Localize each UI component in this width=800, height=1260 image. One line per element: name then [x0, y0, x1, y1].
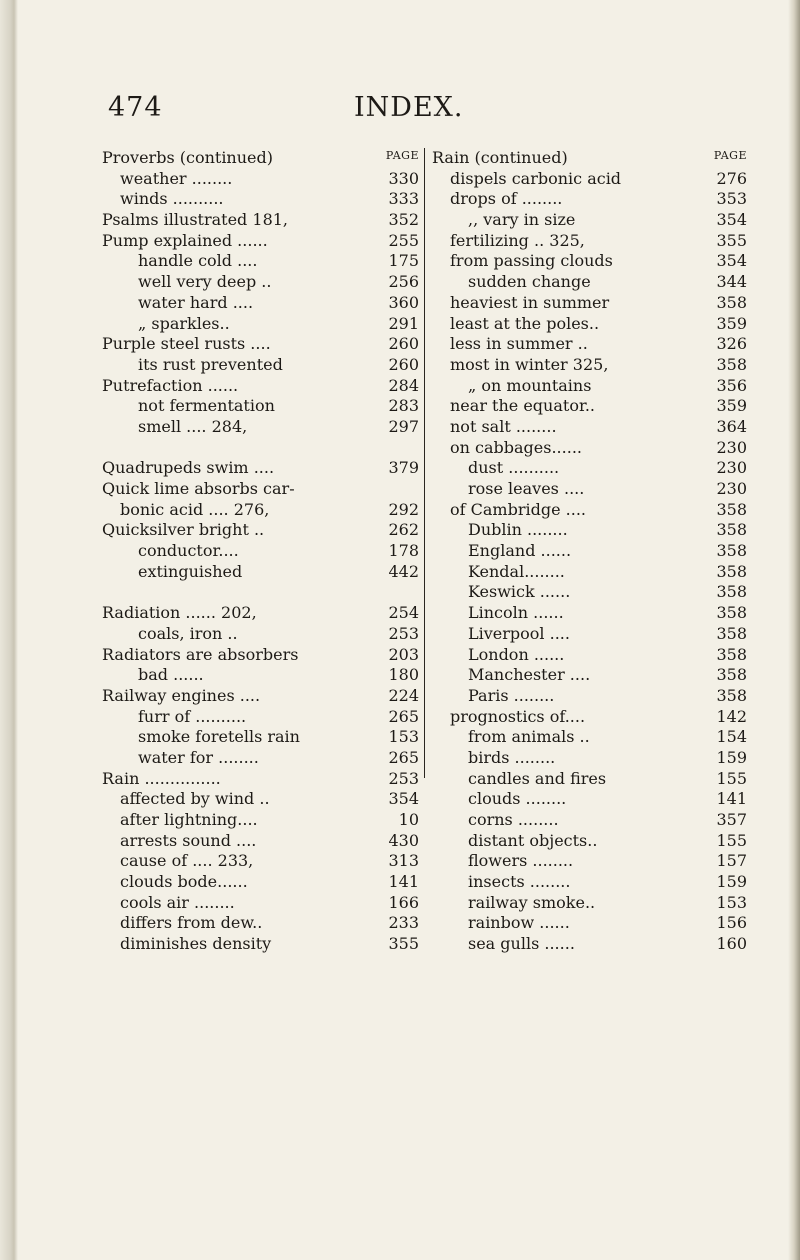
entry-page-number: 284 [388, 375, 419, 395]
entry-label: Quadrupeds swim .... [102, 458, 275, 478]
entry-page-number: 379 [388, 458, 419, 478]
index-entry [102, 272, 419, 293]
index-entry [102, 417, 419, 438]
index-entry [102, 748, 419, 769]
index-column-left [102, 148, 419, 955]
index-entry [102, 355, 419, 376]
entry-label: from passing clouds [450, 251, 613, 271]
entry-label: Rain (continued) [432, 148, 568, 167]
entry-page-number: 357 [716, 810, 747, 829]
index-entry [432, 851, 747, 872]
entry-label: dispels carbonic acid [450, 168, 622, 188]
entry-label: drops of ........ [450, 189, 563, 209]
index-entry [102, 314, 419, 335]
entry-label: Manchester .... [468, 665, 591, 685]
entry-label: not fermentation [138, 396, 275, 416]
book-gutter [0, 0, 18, 1260]
entry-page-number: 160 [716, 934, 747, 954]
index-entry [102, 893, 419, 914]
entry-label: of Cambridge .... [450, 499, 586, 519]
page-column-heading: PAGE [385, 149, 419, 162]
entry-page-number: 157 [716, 851, 747, 871]
entry-page-number: 358 [716, 354, 747, 374]
index-entry [432, 500, 747, 521]
entry-page-number: 359 [716, 396, 747, 416]
entry-label: Liverpool .... [468, 623, 570, 643]
entry-label: prognostics of.... [450, 706, 586, 726]
index-entry [102, 189, 419, 210]
entry-label: most in winter 325, [450, 354, 609, 374]
entry-page-number: 358 [716, 292, 747, 312]
entry-page-number: 333 [388, 189, 419, 209]
index-entry [432, 334, 747, 355]
entry-page-number: 358 [716, 603, 747, 623]
entry-page-number: 253 [388, 623, 419, 643]
index-entry [102, 810, 419, 831]
entry-label: affected by wind .. [120, 789, 270, 809]
entry-page-number: 276 [716, 168, 747, 188]
entry-label: birds ........ [468, 747, 556, 767]
index-entry [432, 831, 747, 852]
index-entry [432, 210, 747, 231]
index-entry [102, 707, 419, 728]
index-column-right [432, 148, 747, 955]
entry-page-number: 313 [388, 851, 419, 871]
page-edge [788, 0, 800, 1260]
entry-label: from animals .. [468, 727, 590, 747]
entry-page-number: 254 [388, 603, 419, 623]
entry-label: near the equator.. [450, 396, 596, 416]
index-entry [432, 272, 747, 293]
entry-page-number: 344 [716, 272, 747, 292]
index-entry [432, 293, 747, 314]
index-entry [432, 438, 747, 459]
entry-page-number: 283 [388, 396, 419, 416]
entry-page-number: 358 [716, 541, 747, 561]
index-entry [432, 645, 747, 666]
entry-label: cause of .... 233, [120, 851, 254, 871]
column-heading [432, 148, 747, 169]
entry-page-number: 355 [388, 934, 419, 954]
entry-page-number: 178 [388, 541, 419, 561]
entry-label: bad ...... [138, 665, 204, 685]
entry-label: smoke foretells rain [138, 727, 300, 747]
index-entry [102, 541, 419, 562]
index-entry [102, 562, 419, 583]
index-entry [102, 831, 419, 852]
index-entry [432, 562, 747, 583]
entry-label: ,, vary in size [468, 210, 576, 230]
entry-label: Keswick ...... [468, 582, 571, 602]
entry-page-number: 255 [388, 230, 419, 250]
index-entry [432, 541, 747, 562]
index-entry [432, 665, 747, 686]
index-entry [432, 893, 747, 914]
entry-label: Psalms illustrated 181, [102, 210, 289, 230]
entry-label: Pump explained ...... [102, 230, 268, 250]
entry-label: sudden change [468, 272, 591, 292]
entry-label: furr of .......... [138, 706, 247, 726]
index-entry [102, 851, 419, 872]
entry-label: Radiation ...... 202, [102, 603, 257, 623]
index-entry [432, 769, 747, 790]
entry-page-number: 358 [716, 561, 747, 581]
entry-page-number: 442 [388, 561, 419, 581]
entry-label: Railway engines .... [102, 685, 261, 705]
entry-page-number: 355 [716, 230, 747, 250]
entry-label: least at the poles.. [450, 313, 600, 333]
index-entry [102, 789, 419, 810]
entry-page-number: 155 [716, 768, 747, 788]
entry-page-number: 141 [716, 789, 747, 809]
index-entry [432, 686, 747, 707]
entry-page-number: 354 [388, 789, 419, 809]
entry-page-number: 430 [388, 830, 419, 850]
index-entry [102, 500, 419, 521]
entry-label: Rain ............... [102, 768, 221, 788]
index-entry [102, 396, 419, 417]
entry-page-number: 256 [388, 272, 419, 292]
running-header [108, 92, 468, 132]
entry-page-number: 260 [388, 354, 419, 374]
entry-page-number: 153 [716, 892, 747, 912]
entry-label: Dublin ........ [468, 520, 568, 540]
entry-label: clouds bode...... [120, 872, 248, 892]
entry-page-number: 291 [388, 313, 419, 333]
entry-label: „ on mountains [468, 375, 592, 395]
index-entry [432, 396, 747, 417]
entry-page-number: 153 [388, 727, 419, 747]
index-entry [102, 210, 419, 231]
entry-label: London ...... [468, 644, 565, 664]
entry-label: insects ........ [468, 872, 571, 892]
entry-label: after lightning.... [120, 810, 258, 829]
entry-page-number: 354 [716, 251, 747, 271]
index-entry [102, 686, 419, 707]
entry-page-number: 330 [388, 168, 419, 188]
index-entry [102, 231, 419, 252]
index-entry [102, 645, 419, 666]
entry-label: not salt ........ [450, 416, 557, 436]
index-entry [102, 913, 419, 934]
index-entry [102, 769, 419, 790]
entry-page-number: 159 [716, 872, 747, 892]
index-entry [102, 603, 419, 624]
entry-label: distant objects.. [468, 830, 598, 850]
entry-label: well very deep .. [138, 272, 272, 292]
entry-label: Paris ........ [468, 685, 555, 705]
entry-page-number: 358 [716, 623, 747, 643]
entry-page-number: 356 [716, 375, 747, 395]
entry-page-number: 155 [716, 830, 747, 850]
entry-label: weather ........ [120, 168, 233, 188]
index-entry [102, 251, 419, 272]
index-entry [432, 520, 747, 541]
index-entry [432, 355, 747, 376]
entry-label: sea gulls ...... [468, 934, 575, 954]
index-entry [432, 748, 747, 769]
index-entry [432, 231, 747, 252]
index-entry [102, 293, 419, 314]
entry-label: cools air ........ [120, 892, 235, 912]
entry-page-number: 360 [388, 292, 419, 312]
page-column-heading: PAGE [713, 149, 747, 162]
index-entry [432, 169, 747, 190]
entry-label: smell .... 284, [138, 416, 248, 436]
entry-label: winds .......... [120, 189, 224, 209]
index-entry [432, 189, 747, 210]
index-entry [432, 934, 747, 955]
entry-label: diminishes density [120, 934, 272, 954]
index-entry [102, 458, 419, 479]
entry-label: Purple steel rusts .... [102, 334, 271, 354]
entry-page-number: 358 [716, 665, 747, 685]
index-entry [432, 376, 747, 397]
column-divider [424, 148, 425, 778]
index-entry [102, 169, 419, 190]
index-entry [102, 727, 419, 748]
entry-label: corns ........ [468, 810, 559, 829]
entry-page-number: 141 [388, 872, 419, 892]
entry-page-number: 352 [388, 210, 419, 230]
entry-label: railway smoke.. [468, 892, 596, 912]
entry-label: handle cold .... [138, 251, 258, 271]
entry-page-number: 230 [716, 458, 747, 478]
column-heading [102, 148, 419, 169]
index-entry [102, 934, 419, 955]
entry-page-number: 262 [388, 520, 419, 540]
page-title: INDEX. [354, 92, 464, 123]
index-entry [102, 872, 419, 893]
index-entry [432, 251, 747, 272]
entry-label: its rust prevented [138, 354, 283, 374]
index-entry [432, 707, 747, 728]
index-entry [102, 479, 419, 500]
entry-page-number: 292 [388, 499, 419, 519]
entry-page-number: 166 [388, 892, 419, 912]
entry-page-number: 230 [716, 437, 747, 457]
entry-label: on cabbages...... [450, 437, 582, 457]
entry-page-number: 358 [716, 685, 747, 705]
index-entry [432, 582, 747, 603]
index-entry [432, 314, 747, 335]
entry-label: rainbow ...... [468, 913, 570, 933]
entry-label: dust .......... [468, 458, 560, 478]
index-entry [432, 789, 747, 810]
index-entry [432, 417, 747, 438]
entry-page-number: 156 [716, 913, 747, 933]
entry-label: Putrefaction ...... [102, 375, 239, 395]
entry-label: conductor.... [138, 541, 239, 561]
entry-page-number: 358 [716, 520, 747, 540]
index-entry [102, 376, 419, 397]
entry-page-number: 358 [716, 644, 747, 664]
index-entry [102, 520, 419, 541]
entry-label: arrests sound .... [120, 830, 257, 850]
entry-label: flowers ........ [468, 851, 574, 871]
spacer [102, 438, 419, 459]
entry-label: clouds ........ [468, 789, 567, 809]
entry-page-number: 260 [388, 334, 419, 354]
entry-label: Radiators are absorbers [102, 644, 299, 664]
entry-label: water for ........ [138, 747, 259, 767]
entry-page-number: 358 [716, 582, 747, 602]
entry-page-number: 175 [388, 251, 419, 271]
entry-page-number: 253 [388, 768, 419, 788]
entry-page-number: 297 [388, 416, 419, 436]
entry-label: Lincoln ...... [468, 603, 564, 623]
entry-page-number: 326 [716, 334, 747, 354]
entry-label: Quicksilver bright .. [102, 520, 265, 540]
entry-page-number: 224 [388, 685, 419, 705]
entry-label: water hard .... [138, 292, 254, 312]
entry-label: Quick lime absorbs car- [102, 479, 295, 498]
entry-page-number: 159 [716, 747, 747, 767]
entry-label: Kendal........ [468, 561, 565, 581]
entry-label: fertilizing .. 325, [450, 230, 585, 250]
entry-label: coals, iron .. [138, 623, 238, 643]
entry-label: extinguished [138, 561, 243, 581]
entry-label: differs from dew.. [120, 913, 263, 933]
page-number: 474 [108, 92, 163, 123]
index-entry [432, 913, 747, 934]
entry-label: England ...... [468, 541, 572, 561]
entry-label: rose leaves .... [468, 479, 585, 498]
entry-page-number: 265 [388, 747, 419, 767]
entry-label: less in summer .. [450, 334, 588, 354]
entry-page-number: 203 [388, 644, 419, 664]
entry-page-number: 358 [716, 499, 747, 519]
index-entry [432, 810, 747, 831]
index-entry [432, 479, 747, 500]
entry-page-number: 353 [716, 189, 747, 209]
entry-page-number: 10 [398, 810, 419, 829]
index-entry [432, 603, 747, 624]
entry-page-number: 265 [388, 706, 419, 726]
entry-label: Proverbs (continued) [102, 148, 273, 167]
spacer [102, 582, 419, 603]
index-entry [102, 624, 419, 645]
index-entry [102, 665, 419, 686]
entry-label: heaviest in summer [450, 292, 610, 312]
entry-label: bonic acid .... 276, [120, 499, 270, 519]
entry-page-number: 233 [388, 913, 419, 933]
index-entry [432, 458, 747, 479]
entry-label: candles and fires [468, 768, 607, 788]
entry-page-number: 364 [716, 416, 747, 436]
index-entry [432, 872, 747, 893]
entry-page-number: 180 [388, 665, 419, 685]
index-entry [432, 727, 747, 748]
entry-label: „ sparkles.. [138, 313, 230, 333]
entry-page-number: 230 [716, 479, 747, 498]
index-entry [102, 334, 419, 355]
entry-page-number: 354 [716, 210, 747, 230]
entry-page-number: 154 [716, 727, 747, 747]
index-entry [432, 624, 747, 645]
entry-page-number: 359 [716, 313, 747, 333]
entry-page-number: 142 [716, 706, 747, 726]
